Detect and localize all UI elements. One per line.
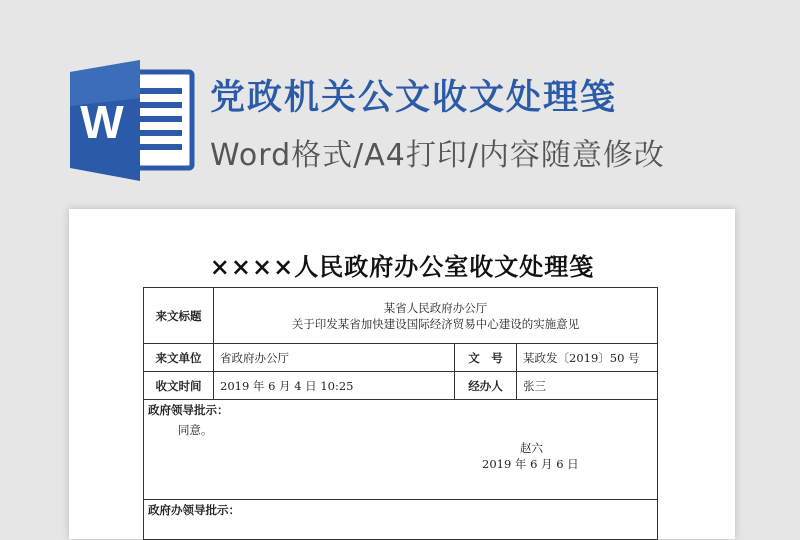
received-time-label: 收文时间 [144, 372, 214, 400]
received-time-value[interactable]: 2019 年 6 月 4 日 10:25 [214, 372, 455, 400]
doc-number-label: 文 号 [455, 344, 517, 372]
received-row [144, 372, 658, 400]
gov-leader-label: 政府领导批示： [148, 403, 229, 417]
office-leader-comment-box[interactable] [144, 500, 658, 540]
subject-line-1: 某省人民政府办公厅 [383, 300, 488, 315]
gov-leader-signer: 赵六 [520, 441, 543, 455]
subject-line-2: 关于印发某省加快建设国际经济贸易中心建设的实施意见 [291, 316, 580, 331]
subject-row [144, 288, 658, 344]
gov-leader-row [144, 400, 658, 500]
gov-leader-sign-date: 2019 年 6 月 6 日 [482, 457, 579, 471]
gov-leader-opinion: 同意。 [178, 423, 213, 437]
subject-label: 来文标题 [144, 288, 214, 344]
receipt-form-table [143, 287, 658, 540]
office-leader-row [144, 500, 658, 540]
doc-number-value[interactable]: 某政发〔2019〕50 号 [517, 344, 658, 372]
document-title: ××××人民政府办公室收文处理笺 [209, 252, 595, 281]
word-icon [68, 58, 198, 183]
word-icon-letter: W [80, 96, 124, 148]
handler-label: 经办人 [455, 372, 517, 400]
sender-value[interactable]: 省政府办公厅 [214, 344, 455, 372]
sender-label: 来文单位 [144, 344, 214, 372]
office-leader-label: 政府办领导批示： [148, 503, 240, 517]
subject-value[interactable] [214, 288, 658, 344]
sender-row [144, 344, 658, 372]
gov-leader-comment-box[interactable] [144, 400, 658, 500]
promo-subtitle: Word格式/A4打印/内容随意修改 [210, 138, 665, 173]
handler-value[interactable]: 张三 [517, 372, 658, 400]
document-page [69, 209, 735, 539]
promo-title: 党政机关公文收文处理笺 [210, 78, 618, 118]
